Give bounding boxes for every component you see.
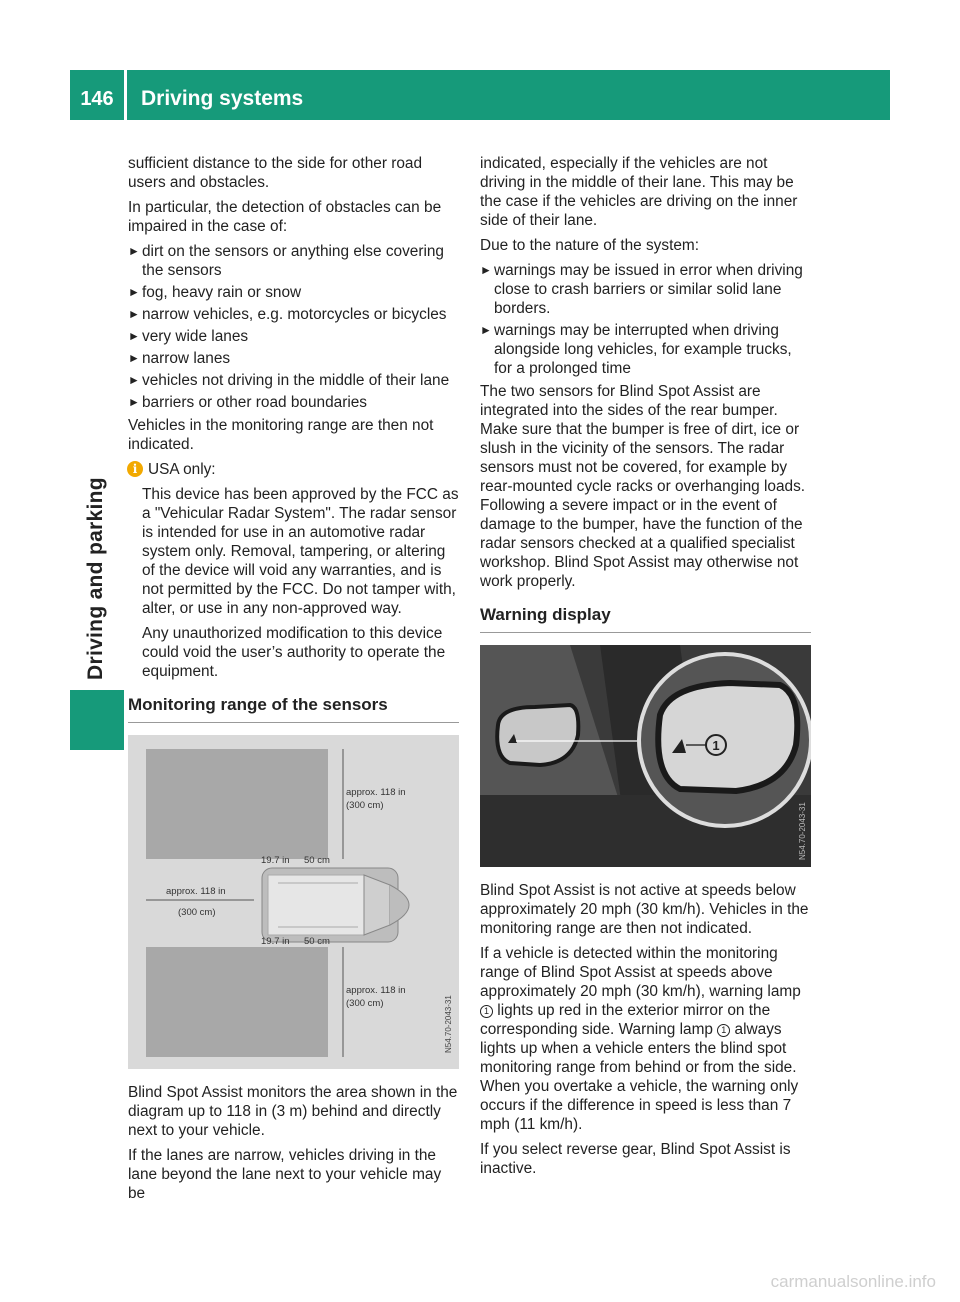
paragraph: If you select reverse gear, Blind Spot Assist is inactive. [480,1141,791,1177]
paragraph: sufficient distance to the side for other road users and obstacles. [128,155,423,191]
bullet-list [128,242,459,412]
list-item: ► warnings may be issued in error when driving close to crash barriers or similar solid lane borders. [480,262,803,317]
list-item: ► dirt on the sensors or anything else covering the sensors [128,243,444,279]
figure-code: N54.70-2043-31 [444,995,453,1053]
label-side-bottom: 19.7 in [261,936,290,947]
label-range-top: approx. 118 in [346,787,406,798]
paragraph: This device has been approved by the FCC as a "Vehicular Radar System". The radar sensor is intended for use in an automotive radar system only. Removal, tampering, or altering of the device will void any warranties, and is not permitted by the FCC. Do not tamper with, alter, or use in any non-approved way. [142,486,459,617]
list-item: ► warnings may be interrupted when driving alongside long vehicles, for example trucks, for a prolonged time [480,322,792,377]
list-item: ► fog, heavy rain or snow [128,284,302,301]
warning-lamp-ref-icon: 1 [717,1024,730,1037]
sidebar-chapter-marker [70,690,124,750]
label-range-bottom-cm: (300 cm) [346,998,384,1009]
paragraph: Due to the nature of the system: [480,237,700,254]
header-divider [124,70,127,120]
subsection-heading: Warning display [480,605,811,633]
list-item: ► vehicles not driving in the middle of their lane [128,372,450,389]
exterior-mirror-small [497,705,578,765]
label-range-bottom: approx. 118 in [346,985,406,996]
info-note [128,460,459,681]
zone-top [146,749,328,859]
paragraph: Blind Spot Assist is not active at speeds below approximately 20 mph (30 km/h). Vehicles in the monitoring range are then not indicated. [480,882,809,937]
exterior-mirror-magnified [658,683,797,791]
label-side-bottom-cm: 50 cm [304,936,330,947]
label-rear-cm: (300 cm) [178,907,216,918]
callout-number: 1 [712,738,720,753]
info-heading: USA only: [148,461,216,478]
subsection-heading: Monitoring range of the sensors [128,695,459,723]
list-item: ► narrow lanes [128,350,231,367]
label-range-top-cm: (300 cm) [346,800,384,811]
page-number: 146 [80,88,114,110]
list-item: ► narrow vehicles, e.g. motorcycles or bicycles [128,306,447,323]
label-rear: approx. 118 in [166,886,226,897]
paragraph: Vehicles in the monitoring range are then not indicated. [128,417,434,453]
list-item: ► barriers or other road boundaries [128,394,367,411]
paragraph: If the lanes are narrow, vehicles driving in the lane beyond the lane next to your vehicle may be [128,1147,442,1202]
right-column [480,154,811,1184]
paragraph: Any unauthorized modification to this device could void the user’s authority to operate the equipment. [142,625,446,680]
paragraph: If a vehicle is detected within the monitoring range of Blind Spot Assist at speeds above approximately 20 mph (30 km/h), warning lamp 1 lights up red in the exterior mirror on the corresponding side. Warning lamp 1 always lights up when a vehicle enters the blind spot monitoring range from behind or from the side. When you overtake a vehicle, the warning only occurs if the difference in speed is less than 7 mph (11 km/h). [480,945,801,1133]
sidebar-chapter-label: Driving and parking [84,477,107,680]
section-title: Driving systems [141,87,304,110]
list-item: ► very wide lanes [128,328,249,345]
vehicle-icon [262,868,409,942]
warning-lamp-ref-icon: 1 [480,1005,493,1018]
zone-bottom [146,947,328,1057]
label-side-top: 19.7 in [261,855,290,866]
left-column [128,154,459,1209]
info-icon: i [127,461,143,477]
warning-display-photo [480,645,811,867]
paragraph: The two sensors for Blind Spot Assist are integrated into the sides of the rear bumper. Make sure that the bumper is free of dirt, ice or slush in the vicinity of the sensors. The radar sensors must not be covered, for example by rear-mounted cycle racks or overhanging loads. Following a severe impact or in the event of damage to the bumper, have the function of the radar sensors checked at a qualified specialist workshop. Blind Spot Assist may otherwise not work properly. [480,383,806,590]
paragraph: indicated, especially if the vehicles are not driving in the middle of their lane. This may be the case if the vehicles are driving on the inner side of their lane. [480,155,798,229]
monitoring-range-diagram [128,735,459,1069]
paragraph: Blind Spot Assist monitors the area shown in the diagram up to 118 in (3 m) behind and directly next to your vehicle. [128,1084,458,1139]
bullet-list [480,261,811,378]
watermark: carmanualsonline.info [770,1272,936,1291]
label-side-top-cm: 50 cm [304,855,330,866]
paragraph: In particular, the detection of obstacles can be impaired in the case of: [128,199,442,235]
photo-code: N54.70-2043-31 [798,802,807,860]
